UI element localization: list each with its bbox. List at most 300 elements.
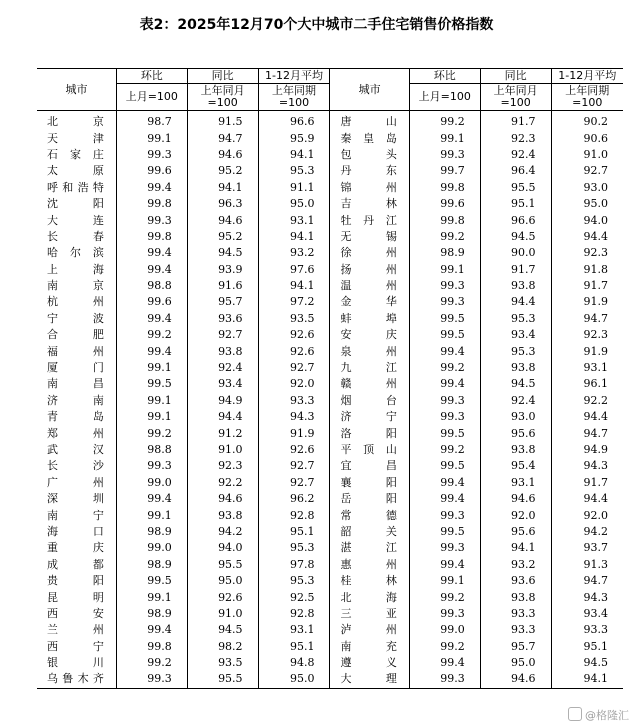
yoy-value-left: 93.8: [187, 507, 258, 523]
mom-value-left: 99.1: [116, 360, 187, 376]
city-name-left: 合肥: [47, 328, 104, 342]
yoy-value-left: 92.3: [187, 458, 258, 474]
avg-value-left: 91.1: [258, 180, 330, 196]
mom-value-right: 98.9: [409, 245, 480, 261]
yoy-value-right: 92.0: [480, 507, 551, 523]
table-row: [37, 671, 623, 688]
yoy-value-left: 92.4: [187, 360, 258, 376]
table-row: [37, 639, 623, 655]
table-row: [37, 425, 623, 441]
yoy-value-right: 94.1: [480, 540, 551, 556]
mom-value-right: 99.2: [409, 360, 480, 376]
avg-value-right: 94.7: [551, 573, 623, 589]
mom-value-left: 99.5: [116, 573, 187, 589]
header-yoy-base-left: [187, 84, 258, 111]
avg-value-right: 93.4: [551, 606, 623, 622]
table-row: [37, 196, 623, 212]
yoy-value-right: 93.3: [480, 606, 551, 622]
yoy-value-right: 92.4: [480, 393, 551, 409]
avg-value-left: 92.8: [258, 507, 330, 523]
avg-value-right: 94.1: [551, 671, 623, 688]
yoy-value-left: 92.2: [187, 475, 258, 491]
table-row: [37, 327, 623, 343]
yoy-value-left: 94.9: [187, 393, 258, 409]
header-mom-left: 环比: [116, 69, 187, 84]
city-name-right: 包头: [330, 147, 409, 163]
yoy-value-left: 95.5: [187, 557, 258, 573]
avg-value-right: 94.0: [551, 212, 623, 228]
avg-value-right: 91.7: [551, 475, 623, 491]
yoy-value-left: 91.6: [187, 278, 258, 294]
table-row: [37, 262, 623, 278]
avg-value-right: 92.0: [551, 507, 623, 523]
avg-value-right: 94.4: [551, 409, 623, 425]
table-row: [37, 573, 623, 589]
avg-value-right: 92.7: [551, 163, 623, 179]
avg-value-right: 91.9: [551, 294, 623, 310]
yoy-value-right: 93.1: [480, 475, 551, 491]
avg-value-left: 95.1: [258, 524, 330, 540]
mom-value-right: 99.4: [409, 655, 480, 671]
city-name-right: 三亚: [330, 606, 409, 622]
yoy-value-left: 91.0: [187, 442, 258, 458]
avg-value-right: 91.3: [551, 557, 623, 573]
avg-value-left: 97.8: [258, 557, 330, 573]
mom-value-left: 98.9: [116, 557, 187, 573]
avg-value-right: 91.9: [551, 343, 623, 359]
mom-value-right: 99.2: [409, 111, 480, 131]
logo-icon: [568, 707, 582, 721]
table-row: [37, 393, 623, 409]
table-row: [37, 343, 623, 359]
avg-value-left: 95.0: [258, 196, 330, 212]
yoy-value-right: 94.5: [480, 229, 551, 245]
yoy-value-right: 94.6: [480, 671, 551, 688]
table-row: [37, 557, 623, 573]
yoy-value-left: 94.2: [187, 524, 258, 540]
city-name-left: 呼和浩特: [47, 180, 104, 194]
table-row: [37, 163, 623, 179]
mom-value-left: 99.4: [116, 262, 187, 278]
avg-value-left: 94.1: [258, 229, 330, 245]
avg-value-left: 93.1: [258, 212, 330, 228]
city-name-right: 徐州: [330, 245, 409, 261]
city-name-right: 南充: [330, 639, 409, 655]
city-name-right: 丹东: [330, 163, 409, 179]
mom-value-left: 99.6: [116, 163, 187, 179]
yoy-value-right: 95.1: [480, 196, 551, 212]
avg-value-left: 95.3: [258, 163, 330, 179]
yoy-value-right: 93.3: [480, 622, 551, 638]
city-name-right: 湛江: [330, 540, 409, 556]
header-yoy-base-right: [480, 84, 551, 111]
mom-value-right: 99.5: [409, 524, 480, 540]
city-name-left: 西宁: [47, 639, 104, 653]
header-mom-base-left: 上月=100: [116, 84, 187, 111]
avg-value-right: 93.7: [551, 540, 623, 556]
header-yoy-base-line2: =100: [500, 96, 531, 109]
avg-value-left: 96.2: [258, 491, 330, 507]
mom-value-left: 98.9: [116, 524, 187, 540]
table-row: [37, 491, 623, 507]
header-yoy-left: 同比: [187, 69, 258, 84]
yoy-value-right: 95.5: [480, 180, 551, 196]
yoy-value-left: 93.8: [187, 343, 258, 359]
city-name-right: 秦皇岛: [330, 130, 409, 146]
city-name-left: 银川: [47, 656, 104, 670]
avg-value-right: 92.3: [551, 327, 623, 343]
table-row: [37, 458, 623, 474]
mom-value-left: 99.8: [116, 229, 187, 245]
yoy-value-right: 93.4: [480, 327, 551, 343]
header-mom-right: 环比: [409, 69, 480, 84]
header-city-left: 城市: [37, 69, 116, 111]
header-yoy-right: 同比: [480, 69, 551, 84]
yoy-value-left: 93.9: [187, 262, 258, 278]
avg-value-left: 93.5: [258, 311, 330, 327]
city-name-left: 长沙: [47, 459, 104, 473]
yoy-value-left: 94.6: [187, 491, 258, 507]
avg-value-right: 94.4: [551, 229, 623, 245]
mom-value-left: 99.5: [116, 376, 187, 392]
mom-value-right: 99.6: [409, 196, 480, 212]
table-row: [37, 507, 623, 523]
avg-value-right: 93.1: [551, 360, 623, 376]
avg-value-left: 96.6: [258, 111, 330, 131]
avg-value-right: 96.1: [551, 376, 623, 392]
yoy-value-left: 95.0: [187, 573, 258, 589]
table-row: [37, 442, 623, 458]
mom-value-left: 99.3: [116, 671, 187, 688]
avg-value-left: 95.1: [258, 639, 330, 655]
mom-value-right: 99.1: [409, 573, 480, 589]
city-name-right: 泸州: [330, 622, 409, 638]
header-yoy-base-line1: 上年同月: [200, 84, 245, 97]
mom-value-left: 99.3: [116, 212, 187, 228]
avg-value-right: 91.7: [551, 278, 623, 294]
avg-value-left: 93.2: [258, 245, 330, 261]
price-index-table: [37, 68, 623, 689]
avg-value-left: 94.8: [258, 655, 330, 671]
mom-value-right: 99.4: [409, 475, 480, 491]
avg-value-right: 94.3: [551, 589, 623, 605]
table-row: [37, 229, 623, 245]
table-row: [37, 622, 623, 638]
mom-value-left: 98.7: [116, 111, 187, 131]
watermark: [568, 707, 629, 723]
mom-value-left: 98.9: [116, 606, 187, 622]
table-row: [37, 294, 623, 310]
city-name-right: 九江: [330, 360, 409, 376]
city-name-left: 乌鲁木齐: [37, 671, 116, 688]
city-name-left: 昆明: [47, 590, 104, 604]
city-name-left: 宁波: [47, 311, 104, 325]
city-name-left: 青岛: [47, 410, 104, 424]
yoy-value-right: 93.8: [480, 278, 551, 294]
header-mom-base-right: 上月=100: [409, 84, 480, 111]
avg-value-right: 91.8: [551, 262, 623, 278]
city-name-left: 郑州: [47, 426, 104, 440]
yoy-value-left: 94.5: [187, 622, 258, 638]
city-name-right: 温州: [330, 278, 409, 294]
mom-value-left: 99.1: [116, 589, 187, 605]
header-avg-base-line2: =100: [572, 96, 603, 109]
mom-value-right: 99.5: [409, 327, 480, 343]
mom-value-right: 99.7: [409, 163, 480, 179]
city-name-right: 金华: [330, 294, 409, 310]
table-row: [37, 360, 623, 376]
yoy-value-right: 94.6: [480, 491, 551, 507]
yoy-value-left: 92.6: [187, 589, 258, 605]
city-name-right: 北海: [330, 589, 409, 605]
table-row: [37, 278, 623, 294]
avg-value-left: 92.6: [258, 442, 330, 458]
yoy-value-right: 95.6: [480, 524, 551, 540]
mom-value-left: 99.0: [116, 475, 187, 491]
avg-value-right: 92.2: [551, 393, 623, 409]
mom-value-left: 99.2: [116, 425, 187, 441]
city-name-left: 沈阳: [47, 197, 104, 211]
avg-value-right: 94.4: [551, 491, 623, 507]
mom-value-right: 99.2: [409, 589, 480, 605]
yoy-value-right: 95.3: [480, 311, 551, 327]
table-row: [37, 245, 623, 261]
city-name-left: 南昌: [47, 377, 104, 391]
avg-value-right: 94.3: [551, 458, 623, 474]
yoy-value-left: 92.7: [187, 327, 258, 343]
yoy-value-right: 95.7: [480, 639, 551, 655]
avg-value-right: 94.5: [551, 655, 623, 671]
yoy-value-right: 91.7: [480, 262, 551, 278]
header-avg-base-line1: 上年同期: [565, 84, 610, 97]
avg-value-right: 95.0: [551, 196, 623, 212]
avg-value-right: 95.1: [551, 639, 623, 655]
mom-value-left: 98.8: [116, 278, 187, 294]
mom-value-left: 99.8: [116, 639, 187, 655]
yoy-value-left: 91.2: [187, 425, 258, 441]
city-name-right: 济宁: [330, 409, 409, 425]
city-name-right: 洛阳: [330, 425, 409, 441]
table-row: [37, 589, 623, 605]
table-row: [37, 147, 623, 163]
mom-value-left: 99.0: [116, 540, 187, 556]
yoy-value-right: 91.7: [480, 111, 551, 131]
yoy-value-left: 94.5: [187, 245, 258, 261]
mom-value-right: 99.5: [409, 425, 480, 441]
yoy-value-left: 95.5: [187, 671, 258, 688]
yoy-value-left: 93.4: [187, 376, 258, 392]
avg-value-left: 94.3: [258, 409, 330, 425]
header-avg-base-line2: =100: [278, 96, 310, 109]
avg-value-right: 90.6: [551, 130, 623, 146]
city-name-left: 天津: [47, 131, 104, 145]
yoy-value-right: 96.6: [480, 212, 551, 228]
yoy-value-right: 93.6: [480, 573, 551, 589]
table-title: 表2：2025年12月70个大中城市二手住宅销售价格指数: [139, 17, 494, 33]
mom-value-right: 99.4: [409, 491, 480, 507]
city-name-right: 赣州: [330, 376, 409, 392]
city-name-right: 锦州: [330, 180, 409, 196]
city-name-right: 岳阳: [330, 491, 409, 507]
avg-value-left: 97.2: [258, 294, 330, 310]
yoy-value-right: 95.3: [480, 343, 551, 359]
city-name-right: 无锡: [330, 229, 409, 245]
city-name-right: 吉林: [330, 196, 409, 212]
mom-value-right: 99.3: [409, 147, 480, 163]
table-row: [37, 475, 623, 491]
mom-value-right: 99.2: [409, 442, 480, 458]
city-name-left: 太原: [47, 164, 104, 178]
mom-value-left: 99.1: [116, 409, 187, 425]
yoy-value-left: 94.0: [187, 540, 258, 556]
yoy-value-right: 95.4: [480, 458, 551, 474]
mom-value-right: 99.3: [409, 606, 480, 622]
mom-value-right: 99.3: [409, 507, 480, 523]
yoy-value-left: 94.4: [187, 409, 258, 425]
city-name-right: 平顶山: [330, 442, 409, 458]
yoy-value-left: 98.2: [187, 639, 258, 655]
avg-value-left: 94.1: [258, 278, 330, 294]
mom-value-right: 99.4: [409, 343, 480, 359]
header-avg-base-right: [551, 84, 623, 111]
city-name-left: 石家庄: [47, 147, 104, 161]
city-name-left: 南京: [47, 279, 104, 293]
mom-value-left: 99.4: [116, 491, 187, 507]
avg-value-left: 95.3: [258, 540, 330, 556]
header-yoy-base-line2: =100: [207, 96, 238, 109]
mom-value-left: 99.3: [116, 147, 187, 163]
city-name-left: 长春: [47, 229, 104, 243]
yoy-value-right: 92.4: [480, 147, 551, 163]
city-name-right: 唐山: [330, 111, 409, 131]
avg-value-left: 91.9: [258, 425, 330, 441]
header-avg-base-line1: 上年同期: [272, 84, 317, 97]
mom-value-right: 99.5: [409, 458, 480, 474]
city-name-right: 遵义: [330, 655, 409, 671]
mom-value-right: 99.0: [409, 622, 480, 638]
mom-value-right: 99.4: [409, 376, 480, 392]
city-name-left: 大连: [47, 213, 104, 227]
city-name-left: 成都: [47, 557, 104, 571]
city-name-right: 桂林: [330, 573, 409, 589]
city-name-right: 惠州: [330, 557, 409, 573]
city-name-left: 厦门: [47, 361, 104, 375]
mom-value-right: 99.8: [409, 180, 480, 196]
yoy-value-right: 95.6: [480, 425, 551, 441]
avg-value-left: 94.1: [258, 147, 330, 163]
yoy-value-right: 93.8: [480, 442, 551, 458]
avg-value-right: 93.0: [551, 180, 623, 196]
avg-value-left: 92.0: [258, 376, 330, 392]
yoy-value-left: 96.3: [187, 196, 258, 212]
city-name-left: 重庆: [47, 541, 104, 555]
avg-value-left: 93.1: [258, 622, 330, 638]
header-avg-left: 1-12月平均: [258, 69, 330, 84]
mom-value-left: 99.8: [116, 196, 187, 212]
mom-value-right: 99.2: [409, 639, 480, 655]
avg-value-left: 95.9: [258, 130, 330, 146]
city-name-left: 北京: [47, 115, 104, 129]
yoy-value-left: 91.0: [187, 606, 258, 622]
mom-value-right: 99.3: [409, 540, 480, 556]
city-name-left: 杭州: [47, 295, 104, 309]
table-row: [37, 540, 623, 556]
table-row: [37, 180, 623, 196]
yoy-value-left: 95.7: [187, 294, 258, 310]
mom-value-left: 99.6: [116, 294, 187, 310]
city-name-left: 广州: [47, 475, 104, 489]
mom-value-right: 99.2: [409, 229, 480, 245]
city-name-right: 泉州: [330, 343, 409, 359]
avg-value-left: 92.6: [258, 343, 330, 359]
avg-value-left: 92.7: [258, 360, 330, 376]
mom-value-right: 99.1: [409, 130, 480, 146]
avg-value-left: 93.3: [258, 393, 330, 409]
avg-value-left: 95.0: [258, 671, 330, 688]
mom-value-left: 99.2: [116, 655, 187, 671]
yoy-value-left: 94.7: [187, 130, 258, 146]
avg-value-left: 92.7: [258, 458, 330, 474]
mom-value-right: 99.5: [409, 311, 480, 327]
table-row: [37, 524, 623, 540]
avg-value-right: 90.2: [551, 111, 623, 131]
avg-value-right: 94.2: [551, 524, 623, 540]
city-name-left: 武汉: [47, 443, 104, 456]
city-name-left: 西安: [47, 606, 104, 620]
yoy-value-right: 90.0: [480, 245, 551, 261]
yoy-value-left: 94.6: [187, 212, 258, 228]
yoy-value-right: 94.5: [480, 376, 551, 392]
table-row: [37, 111, 623, 131]
header-yoy-base-line1: 上年同月: [493, 84, 538, 97]
city-name-right: 扬州: [330, 262, 409, 278]
city-name-left: 深圳: [47, 492, 104, 506]
mom-value-right: 99.1: [409, 262, 480, 278]
avg-value-left: 95.3: [258, 573, 330, 589]
avg-value-right: 94.9: [551, 442, 623, 458]
avg-value-right: 93.3: [551, 622, 623, 638]
table-row: [37, 212, 623, 228]
table-row: [37, 409, 623, 425]
mom-value-right: 99.8: [409, 212, 480, 228]
table-row: [37, 311, 623, 327]
avg-value-right: 92.3: [551, 245, 623, 261]
avg-value-right: 94.7: [551, 425, 623, 441]
yoy-value-right: 93.0: [480, 409, 551, 425]
mom-value-right: 99.3: [409, 671, 480, 688]
yoy-value-left: 94.6: [187, 147, 258, 163]
avg-value-right: 91.0: [551, 147, 623, 163]
mom-value-right: 99.4: [409, 557, 480, 573]
mom-value-left: 99.1: [116, 507, 187, 523]
city-name-left: 济南: [47, 393, 104, 407]
yoy-value-right: 94.4: [480, 294, 551, 310]
yoy-value-left: 94.1: [187, 180, 258, 196]
city-name-right: 安庆: [330, 327, 409, 343]
yoy-value-right: 93.8: [480, 589, 551, 605]
yoy-value-right: 95.0: [480, 655, 551, 671]
yoy-value-right: 93.8: [480, 360, 551, 376]
city-name-right: 大理: [330, 671, 409, 688]
table-row: [37, 655, 623, 671]
city-name-right: 烟台: [330, 393, 409, 409]
yoy-value-right: 92.3: [480, 130, 551, 146]
mom-value-left: 99.4: [116, 180, 187, 196]
city-name-right: 牡丹江: [330, 212, 409, 228]
city-name-left: 上海: [47, 262, 104, 276]
city-name-right: 襄阳: [330, 475, 409, 491]
mom-value-right: 99.3: [409, 294, 480, 310]
